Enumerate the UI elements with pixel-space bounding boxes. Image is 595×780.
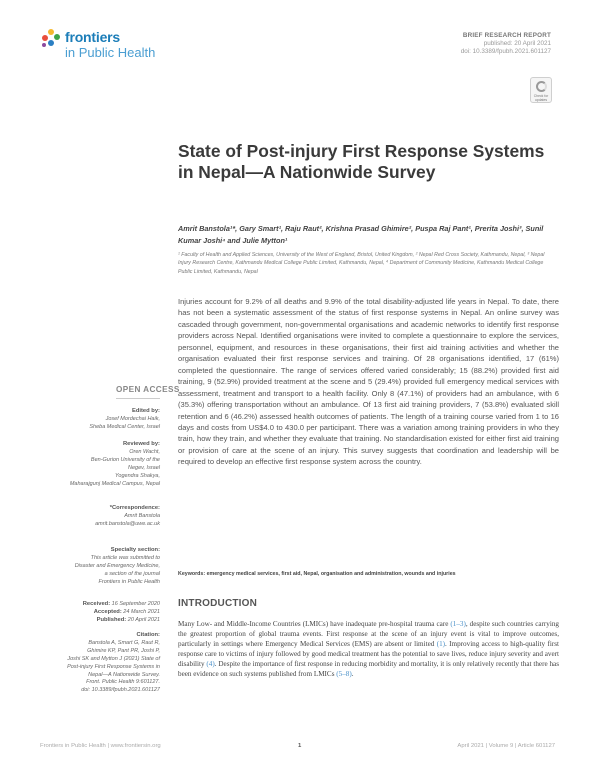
check-for-updates-button[interactable] (530, 77, 552, 103)
history-dates (83, 601, 160, 625)
doi-link[interactable]: doi: 10.3389/fpubh.2021.601127 (460, 48, 551, 56)
frontiers-logo-icon (40, 27, 62, 49)
section-heading-introduction: INTRODUCTION (178, 598, 258, 609)
keywords-label: Keywords: (178, 571, 206, 577)
citation-line: Banstola A, Smart G, Raut R, (88, 639, 160, 646)
citation-label: Citation: (136, 632, 160, 638)
correspondence-email[interactable]: amrit.banstola@uwe.ac.uk (95, 520, 160, 527)
keywords-list: emergency medical services, first aid, Nepal, organisation and administration, wounds and injuries (206, 571, 456, 577)
editor-line: Sheba Medical Center, Israel (89, 423, 160, 430)
accepted-label: Accepted: (93, 608, 122, 615)
citation-line: Front. Public Health 9:601127. (86, 679, 160, 686)
citation-doi[interactable]: doi: 10.3389/fpubh.2021.601127 (81, 687, 160, 694)
accepted-date: 24 March 2021 (123, 608, 160, 615)
specialty-section (75, 547, 160, 587)
journal-name-line1: frontiers (65, 29, 120, 45)
article-title: State of Post-injury First Response Systems in Nepal—A Nationwide Survey (178, 141, 545, 182)
citation-line: Ghimire KP, Pant PR, Joshi P, (87, 647, 160, 654)
reviewer-line: Yogendra Shakya, (115, 472, 160, 479)
open-access-label: OPEN ACCESS (116, 385, 180, 394)
correspondence-label: *Correspondence: (109, 505, 160, 511)
specialty-line: Frontiers in Public Health (98, 578, 160, 585)
abstract: Injuries account for 9.2% of all deaths and 9.9% of the total disability-adjusted life years in Nepal. To date, there has not been a systematic assessment of the status of first response systems in Nepal. An online survey was cascaded through government, non-governmental organisations and academic networks to identify first response providers across Nepal. Identified organisations were invited to complete a questionnaire to explore the services, personnel, equipment, and resources in these organisations, their first aid training activities and whether the organisation evaluated their first response services and training. Of 28 organisations identified, 17 (61%) completed the questionnaire. The range of services offered varied considerably; 15 (88.2%) provided first aid training, 9 (52.9%) provided treatment at the scene and 5 (29.4%) provided full emergency medical services with assessment, treatment and transport to a health facility. Only 8 (47.1%) of providers had an ambulance, with 6 (35.3%) offering transportation without an ambulance. Of 13 first aid training providers, 7 (53.8%) evaluated skill retention and 6 (46.2%) assessed health outcomes of patients. The length of a training course varied from 1 to 16 days and costs from US$4.0 to 430.0 per participant. There was a variation among training providers in who they train, how they train, and whether they evaluate that training. No standardisation existed for either first aid training or provision of care at the scene of an injury. This survey suggests that coordination and leadership will be required to develop an effective first response system across the country. (178, 297, 559, 467)
specialty-line: This article was submitted to (90, 554, 160, 561)
refresh-icon (536, 81, 547, 92)
reference-link[interactable]: (5–8) (336, 670, 352, 679)
article-meta (461, 32, 551, 57)
sidebar-divider (116, 398, 160, 399)
check-for-updates-label: Check for updates (533, 94, 549, 102)
edited-by-label: Edited by: (131, 408, 160, 414)
reviewer-line: Maharajgunj Medical Campus, Nepal (69, 480, 160, 487)
citation-line: Post-injury First Response Systems in (67, 663, 160, 670)
correspondence-name: Amrit Banstola (124, 512, 160, 519)
footer-journal-link[interactable]: Frontiers in Public Health | www.frontiersin.org (40, 743, 161, 749)
intro-text: . Despite the importance of first response in reducing morbidity and mortality, it is only relatively recently that there has been evidence on such systems published from LMICs (178, 660, 559, 679)
journal-name-line2: in Public Health (65, 45, 156, 60)
reviewed-by (70, 441, 160, 488)
received-date: 16 September 2020 (111, 601, 160, 607)
article-type: BRIEF RESEARCH REPORT (462, 32, 551, 39)
reviewer-line: Negev, Israel (128, 464, 160, 471)
published-date: published: 20 April 2021 (483, 40, 551, 48)
citation-line: Nepal—A Nationwide Survey. (88, 671, 160, 678)
keywords (178, 571, 559, 578)
intro-text: , despite such countries carrying the greatest proportion of global trauma events. First response at the scene of an injury event is vital to improve outcomes, particularly in settings where Emergency Medical Services (EMS) are absent or limited (178, 620, 559, 649)
page-footer (40, 743, 555, 753)
correspondence (95, 505, 160, 529)
page-number: 1 (298, 743, 302, 749)
citation (67, 632, 160, 695)
specialty-line: Disaster and Emergency Medicine, (74, 562, 160, 569)
editor-line: Josef Mordechai Haik, (105, 415, 160, 422)
footer-issue-info: April 2021 | Volume 9 | Article 601127 (457, 743, 555, 749)
intro-text: . (351, 670, 354, 679)
reviewed-by-label: Reviewed by: (122, 441, 160, 447)
reviewer-line: Ben-Gurion University of the (90, 456, 160, 463)
published-label: Published: (96, 616, 127, 623)
citation-line: Joshi SK and Mytton J (2021) State of (67, 655, 160, 662)
intro-text: . Improving access to high-quality first response care to victims of injury followed by good medical treatment has the potential to save lives, reduce injury severity and avert disability (178, 640, 559, 669)
received-label: Received: (82, 601, 111, 607)
intro-text: Many Low- and Middle-Income Countries (LMICs) have inadequate pre-hospital trauma care (178, 620, 451, 628)
specialty-line: a section of the journal (104, 570, 160, 577)
published-date-side: 20 April 2021 (127, 616, 160, 623)
reviewer-line: Oren Wacht, (129, 448, 160, 455)
reference-link[interactable]: (4) (206, 660, 215, 669)
reference-link[interactable]: (1) (436, 640, 446, 649)
reference-link[interactable]: (1–3) (450, 620, 466, 628)
specialty-section-label: Specialty section: (110, 547, 160, 553)
introduction-paragraph (178, 619, 559, 680)
affiliations: ¹ Faculty of Health and Applied Sciences, University of the West of England, Bristol, United Kingdom, ² Nepal Red Cross Society, Kathmandu, Nepal, ³ Nepal Injury Research Centre, Kathmandu Medical College Public Limited, Kathmandu, Nepal, ⁴ Department of Community Medicine, Kathmandu Medical College Public Limited, Kathmandu, Nepal (178, 252, 545, 275)
edited-by (89, 408, 160, 432)
journal-logo[interactable] (40, 27, 200, 61)
author-list: Amrit Banstola¹*, Gary Smart¹, Raju Raut², Krishna Prasad Ghimire², Puspa Raj Pant¹, Prerita Joshi³, Sunil Kumar Joshi⁴ and Julie Mytton¹ (178, 224, 544, 245)
